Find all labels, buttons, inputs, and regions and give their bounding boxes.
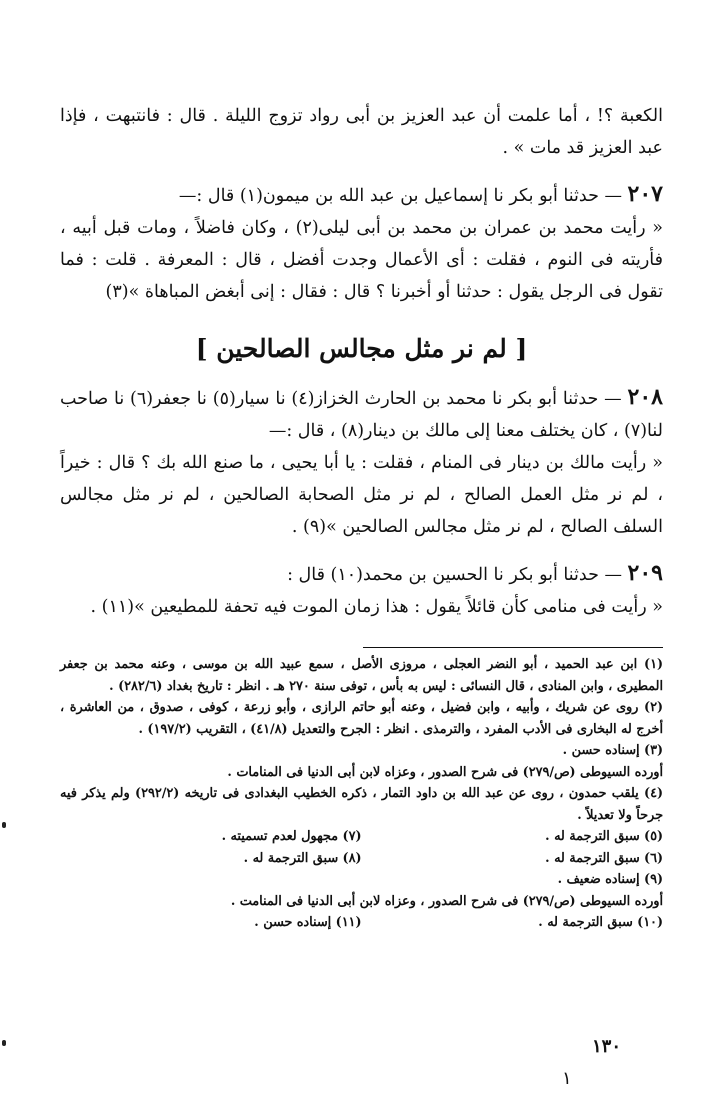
page-number: ١٣٠ <box>592 1036 622 1057</box>
hadith-isnad: — حدثنا أبو بكر نا الحسين بن محمد(١٠) قال : <box>287 565 622 585</box>
hadith-number: ٢٠٩ <box>627 560 663 586</box>
footnote: (١٠) سبق الترجمة له . <box>538 915 663 930</box>
footnote-row <box>60 912 663 934</box>
hadith-208-text: « رأيت مالك بن دينار فى المنام ، فقلت : يا أبا يحيى ، ما صنع الله بك ؟ قال : خيراً ، لم نر مثل العمل الصالح ، لم نر مثل الصحابة الصالحين ، لم نر مثل مجالس السلف الصالح ، لم نر مثل مجالس الصالحين »(٩) . <box>60 453 663 537</box>
book-page <box>60 100 663 934</box>
footnote: (٧) مجهول لعدم تسميته . <box>221 829 362 844</box>
footnote: (٥) سبق الترجمة له . <box>545 829 663 844</box>
section-heading: [ لم نر مثل مجالس الصالحين ] <box>195 334 528 363</box>
footnotes <box>60 654 663 934</box>
hadith-208 <box>60 381 663 447</box>
scan-speck <box>2 1040 6 1046</box>
footnote: أورده السيوطى (ص/٢٧٩) فى شرح الصدور ، وعزاه لابن أبى الدنيا فى المنامت . <box>230 893 663 909</box>
hadith-isnad: — حدثنا أبو بكر نا إسماعيل بن عبد الله بن ميمون(١) قال :— <box>178 186 622 206</box>
footnote: (٤) يلقب حمدون ، روى عن عبد الله بن داود التمار ، ذكره الخطيب البغدادى فى تاريخه (٢٩٢/٢) ولم يذكر فيه جرحاً ولا تعديلاً . <box>60 786 664 823</box>
continued-paragraph: الكعبة ؟! ، أما علمت أن عبد العزيز بن أبى رواد تزوج الليلة . قال : فانتبهت ، فإذا عبد العزيز قد مات » . <box>60 106 663 158</box>
footnote: (٣) إسناده حسن . <box>562 743 663 758</box>
footnote-divider <box>363 647 663 648</box>
footnote: (٩) إسناده ضعيف . <box>557 872 663 887</box>
footnote-row <box>60 848 663 870</box>
footnote-row <box>60 826 663 848</box>
footnote: (٦) سبق الترجمة له . <box>545 850 663 866</box>
footnote: أورده السيوطى (ص/٢٧٩) فى شرح الصدور ، وعزاه لابن أبى الدنيا فى المنامات . <box>227 764 663 780</box>
hadith-number: ٢٠٨ <box>627 384 663 410</box>
footnote: (١) ابن عبد الحميد ، أبو النضر العجلى ، مروزى الأصل ، سمع عبيد الله بن موسى ، وعنه محمد بن جعفر المطيرى ، وابن المنادى ، قال النسائى : ليس به بأس ، توفى سنة ٢٧٠ هـ . انظر : تاريخ بغداد (٢٨٢/٦) . <box>60 657 663 694</box>
hadith-207 <box>60 178 663 212</box>
footnote: (٨) سبق الترجمة له . <box>243 850 362 866</box>
hadith-207-text: « رأيت محمد بن عمران بن محمد بن أبى ليلى(٢) ، وكان فاضلاً ، ومات قبل أبيه ، فأريته فى النوم ، فقلت : أى الأعمال وجدت أفضل ، قال : المعرفة . قلت : فما تقول فى الرجل يقول : حدثنا أو أخبرنا ؟ قال : فقال : إنى أبغض المباهاة »(٣) <box>60 218 663 302</box>
hadith-209 <box>60 557 663 591</box>
footnote: (٢) روى عن شريك ، وأبيه ، وابن فضيل ، وعنه أبو حاتم الرازى ، وأبو زرعة ، كوفى ، صدوق ، من العاشرة ، أخرج له البخارى فى الأدب المفرد ، والترمذى . انظر : الجرح والتعديل (٤١/٨) ، التقريب (١٩٧/٢) . <box>60 700 663 737</box>
scan-speck <box>2 822 6 828</box>
hadith-209-text: « رأيت فى منامى كأن قائلاً يقول : هذا زمان الموت فيه تحفة للمطيعين »(١١) . <box>90 597 663 617</box>
footnote: (١١) إسناده حسن . <box>254 915 362 930</box>
bottom-mark: ١ <box>562 1068 572 1089</box>
hadith-number: ٢٠٧ <box>627 181 663 207</box>
hadith-isnad: — حدثنا أبو بكر نا محمد بن الحارث الخزاز(٤) نا سيار(٥) نا جعفر(٦) نا صاحب لنا(٧) ، كان يختلف معنا إلى مالك بن دينار(٨) ، قال :— <box>60 389 663 441</box>
